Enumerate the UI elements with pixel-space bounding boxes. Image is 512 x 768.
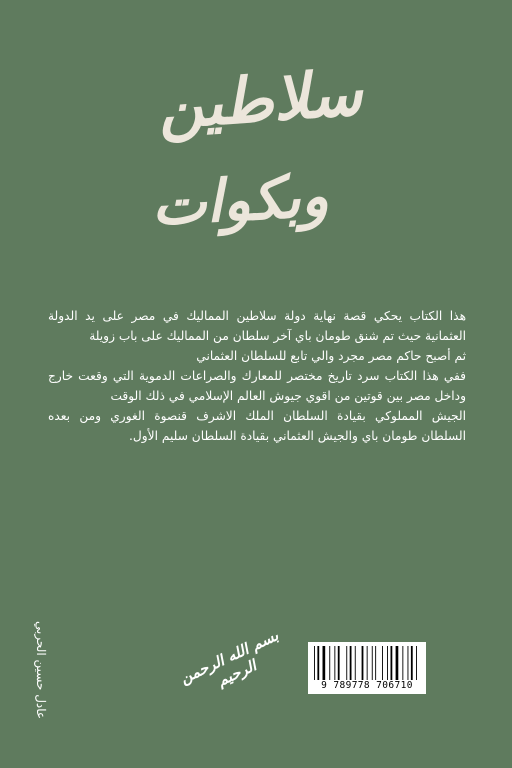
- isbn-digits: 9 789778 706710: [321, 680, 413, 691]
- barcode-bars-icon: [314, 646, 420, 680]
- blurb-paragraph: ففي هذا الكتاب سرد تاريخ مختصر للمعارك والصراعات الدموية التي وقعت خارج وداخل مصر بين قوتين من اقوي جيوش العالم الإسلامي في ذلك الوقت: [48, 369, 466, 403]
- blurb-paragraph: ثم أصبح حاكم مصر مجرد والي تابع للسلطان العثماني: [196, 349, 466, 363]
- publisher-signature: عادل حسين الحربي: [34, 620, 48, 720]
- book-title-line-1: سلاطين: [155, 55, 365, 144]
- blurb-paragraph: هذا الكتاب يحكي قصة نهاية دولة سلاطين المماليك في مصر على يد الدولة العثمانية حيث تم شنق طومان باي آخر سلطان من المماليك على باب زويلة: [48, 309, 466, 343]
- calligraphy-logo-text: بسم الله الرحمن الرحيم: [177, 626, 282, 690]
- book-title-line-2: وبكوات: [149, 161, 331, 239]
- blurb-paragraph: الجيش المملوكي بقيادة السلطان الملك الاشرف قنصوة الغوري ومن بعده السلطان طومان باي والجيش العثماني بقيادة السلطان سليم الأول.: [48, 409, 466, 443]
- isbn-barcode: [308, 642, 426, 694]
- book-title: [140, 50, 380, 260]
- blurb-text: [48, 306, 466, 446]
- calligraphy-logo-icon: [178, 618, 288, 712]
